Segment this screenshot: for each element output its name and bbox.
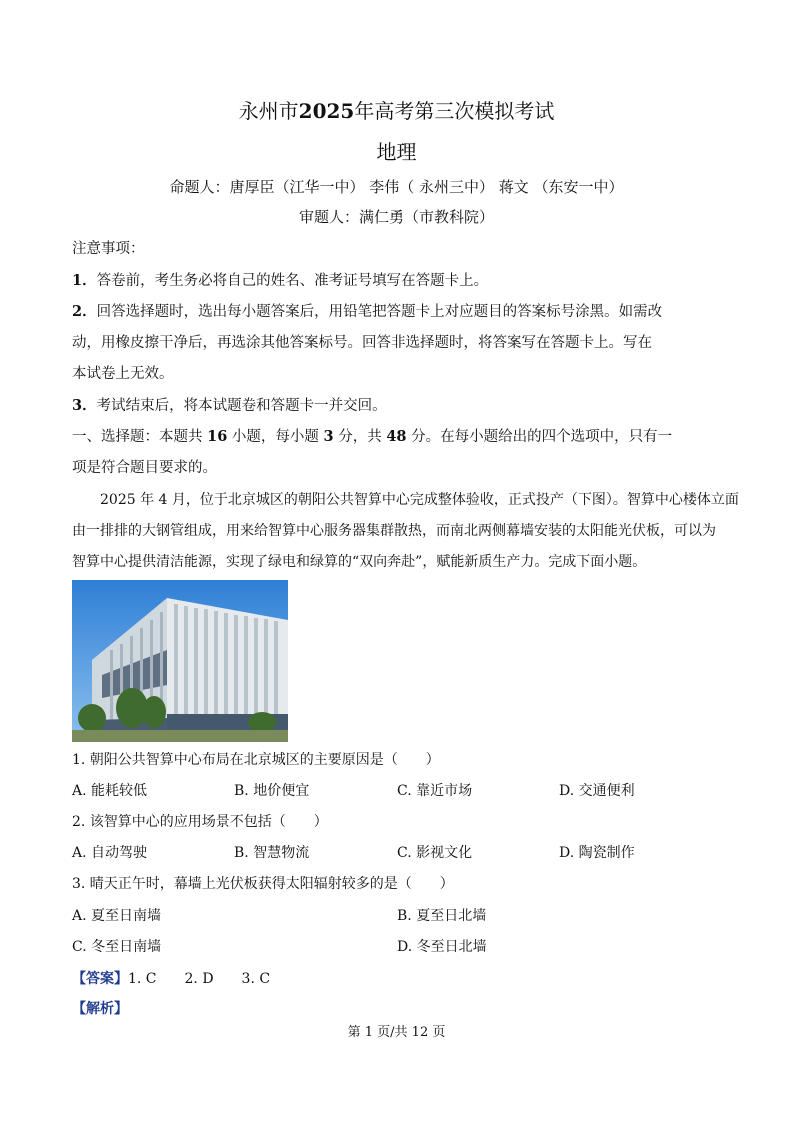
answer-line [72, 969, 270, 989]
title-prefix: 永州市 [238, 99, 299, 123]
note-2-number: 2． [72, 303, 97, 320]
q1-option-d: D. 交通便利 [559, 783, 635, 799]
q3-option-b: B. 夏至日北墙 [397, 908, 487, 924]
answer-values: 1. C 2. D 3. C [128, 971, 271, 987]
analysis-tag: 【解析】 [72, 1001, 128, 1017]
q1-option-a: A. 能耗较低 [72, 783, 148, 799]
q2-option-b: B. 智慧物流 [234, 845, 310, 861]
section-text-d: 分。在每小题给出的四个选项中，只有一 [406, 429, 673, 445]
page-footer: 第 1 页/共 12 页 [347, 1025, 446, 1040]
q3-option-c: C. 冬至日南墙 [72, 939, 162, 955]
passage-line-2: 由一排排的大钢管组成，用来给智算中心服务器集群散热，而南北两侧幕墙安装的太阳能光伏板，可以为 [72, 523, 716, 539]
note-2-line-2: 动，用橡皮擦干净后，再选涂其他答案标号。回答非选择题时，将答案写在答题卡上。写在 [72, 335, 652, 351]
note-2-line-1: 回答选择题时，选出每小题答案后，用铅笔把答题卡上对应题目的答案标号涂黑。如需改 [96, 304, 663, 320]
passage-line-1: 2025 年 4 月，位于北京城区的朝阳公共智算中心完成整体验收，正式投产（下图）。智算中心楼体立面 [100, 492, 739, 508]
note-2 [72, 302, 662, 322]
exam-title [0, 97, 793, 125]
q1-option-c: C. 靠近市场 [397, 783, 473, 799]
section-total-score: 48 [386, 428, 407, 445]
note-3 [72, 396, 387, 416]
title-suffix: 年高考第三次模拟考试 [354, 99, 555, 123]
note-1 [72, 271, 488, 291]
question-1-stem: 1. 朝阳公共智算中心布局在北京城区的主要原因是（ ） [72, 752, 440, 768]
question-reviewer: 审题人：满仁勇（市教科院） [298, 208, 494, 226]
section-text-b: 小题，每小题 [227, 429, 324, 445]
note-3-number: 3． [72, 397, 97, 414]
note-2-line-3: 本试卷上无效。 [72, 366, 174, 382]
question-3-stem: 3. 晴天正午时，幕墙上光伏板获得太阳辐射较多的是（ ） [72, 876, 454, 892]
question-2-stem: 2. 该智算中心的应用场景不包括（ ） [72, 814, 328, 830]
q3-option-a: A. 夏至日南墙 [72, 908, 162, 924]
answer-tag: 【答案】 [72, 971, 128, 987]
note-1-text: 答卷前，考生务必将自己的姓名、准考证号填写在答题卡上。 [96, 273, 489, 289]
subject-title: 地理 [376, 140, 417, 164]
section-heading-line-2: 项是符合题目要求的。 [72, 460, 217, 476]
q2-option-c: C. 影视文化 [397, 845, 473, 861]
section-count: 16 [207, 428, 228, 445]
note-1-number: 1． [72, 272, 97, 289]
section-text-c: 分，共 [333, 429, 387, 445]
notes-heading: 注意事项： [72, 241, 145, 257]
q2-option-d: D. 陶瓷制作 [559, 845, 635, 861]
section-heading [72, 427, 672, 447]
note-3-text: 考试结束后，将本试题卷和答题卡一并交回。 [96, 398, 387, 414]
section-each-score: 3 [323, 428, 334, 445]
title-year: 2025 [298, 99, 355, 123]
computing-center-photo [72, 580, 288, 742]
passage-line-3: 智算中心提供清洁能源，实现了绿电和绿算的“双向奔赴”，赋能新质生产力。完成下面小题。 [72, 554, 647, 570]
question-setters: 命题人：唐厚臣（江华一中） 李伟（ 永州三中） 蒋文 （东安一中） [169, 178, 624, 196]
q3-option-d: D. 冬至日北墙 [397, 939, 487, 955]
q1-option-b: B. 地价便宜 [234, 783, 310, 799]
section-text-a: 一、选择题：本题共 [72, 429, 208, 445]
q2-option-a: A. 自动驾驶 [72, 845, 148, 861]
